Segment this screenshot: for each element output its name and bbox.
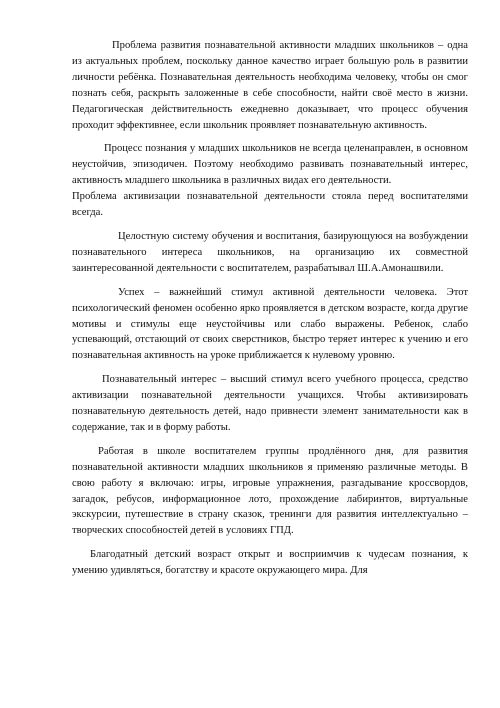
paragraph-cognition-process: Процесс познания у младших школьников не всегда целенаправлен, в основном неустойчив, эпизодичен. Поэтому необходимо развивать познавательный интерес, активность младшего школьника в различных видах его деятельности. — [72, 143, 468, 187]
paragraph-cognitive-interest: Познавательный интерес – высший стимул всего учебного процесса, средство активизации познавательной деятельности учащихся. Чтобы активизировать познавательную деятельность детей, надо привнести элемент занимательности как в содержание, так и в форму работы. — [72, 374, 468, 433]
paragraph-activation-problem: Проблема активизации познавательной деятельности стояла перед воспитателями всегда. — [72, 191, 468, 219]
document-body — [72, 38, 468, 579]
paragraph-success: Успех – важнейший стимул активной деятельности человека. Этот психологический феномен особенно ярко проявляется в детском возрасте, когда другие мотивы и стимулы еще неустойчивы или слабо выражены. Ребенок, слабо успевающий, отстающий от своих сверстников, быстро теряет интерес к учению и его познавательная активность на уроке приближается к нулевому уровню. — [72, 286, 468, 362]
paragraph-methods: Работая в школе воспитателем группы продлённого дня, для развития познавательной активности младших школьников я применяю различные методы. В свою работу я включаю: игры, игровые упражнения, разгадывание кроссвордов, загадок, ребусов, информационное лото, прохождение лабиринтов, виртуальные экскурсии, путешествие в страну сказок, тренинги для развития интеллектуально – творческих способностей детей в условиях ГПД. — [72, 445, 468, 537]
paragraph-amonashvili: Целостную систему обучения и воспитания, базирующуюся на возбуждении познавательного интереса школьников, на организацию их совместной заинтересованной деятельности с воспитателем, разрабатывал Ш.А.Амонашвили. — [72, 230, 468, 274]
paragraph-childhood: Благодатный детский возраст открыт и восприимчив к чудесам познания, к умению удивляться, богатству и красоте окружающего мира. Для — [72, 549, 468, 577]
paragraph-intro: Проблема развития познавательной активности младших школьников – одна из актуальных проблем, поскольку данное качество играет большую роль в развитии личности ребёнка. Познавательная деятельность необходима человеку, чтобы он смог познать себя, раскрыть заложенные в себе способности, найти своё место в жизни. Педагогическая действительность ежедневно доказывает, что процесс обучения проходит эффективнее, если школьник проявляет познавательную активность. — [72, 40, 468, 131]
